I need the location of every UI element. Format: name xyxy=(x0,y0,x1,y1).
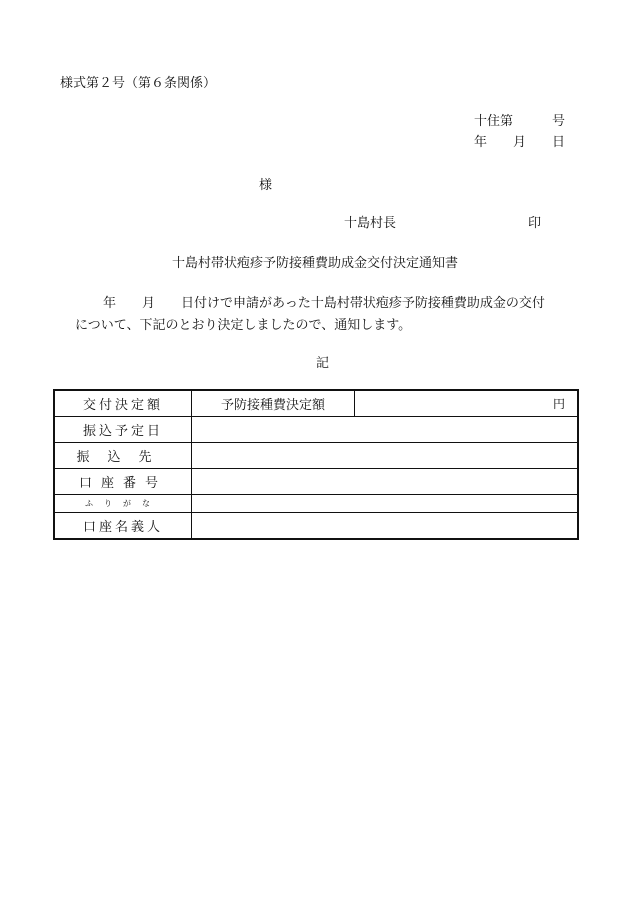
transfer-destination-field[interactable] xyxy=(192,443,579,469)
table-row xyxy=(54,495,578,513)
grant-amount-field[interactable]: 円 xyxy=(355,390,579,417)
body-text-line-2: について、下記のとおり決定しましたので、通知します。 xyxy=(75,318,412,333)
table-row xyxy=(54,390,578,417)
ki-heading: 記 xyxy=(316,356,330,371)
account-number-label: 口座番号 xyxy=(54,469,192,495)
vaccination-fee-label: 予防接種費決定額 xyxy=(192,390,355,417)
body-text-line-1: 年 月 日付けで申請があった十島村帯状疱疹予防接種費助成金の交付 xyxy=(103,296,545,311)
form-number: 様式第２号（第６条関係） xyxy=(60,76,217,91)
addressee-honorific: 様 xyxy=(259,178,273,193)
table-row xyxy=(54,443,578,469)
account-number-field[interactable] xyxy=(192,469,579,495)
seal-mark: 印 xyxy=(528,216,542,231)
issuer-title: 十島村長 xyxy=(344,216,397,231)
furigana-field[interactable] xyxy=(192,495,579,513)
account-holder-label: 口座名義人 xyxy=(54,513,192,540)
furigana-label: ふりがな xyxy=(54,495,192,513)
transfer-date-field[interactable] xyxy=(192,417,579,443)
document-date: 年 月 日 xyxy=(474,135,566,150)
grant-details-table xyxy=(53,389,579,540)
document-title: 十島村帯状疱疹予防接種費助成金交付決定通知書 xyxy=(171,256,458,271)
table-row xyxy=(54,417,578,443)
document-number: 十住第 号 xyxy=(474,114,566,129)
transfer-date-label: 振込予定日 xyxy=(54,417,192,443)
table-row xyxy=(54,469,578,495)
transfer-destination-label: 振込先 xyxy=(54,443,192,469)
account-holder-field[interactable] xyxy=(192,513,579,540)
grant-amount-label: 交付決定額 xyxy=(54,390,192,417)
table-row xyxy=(54,513,578,540)
